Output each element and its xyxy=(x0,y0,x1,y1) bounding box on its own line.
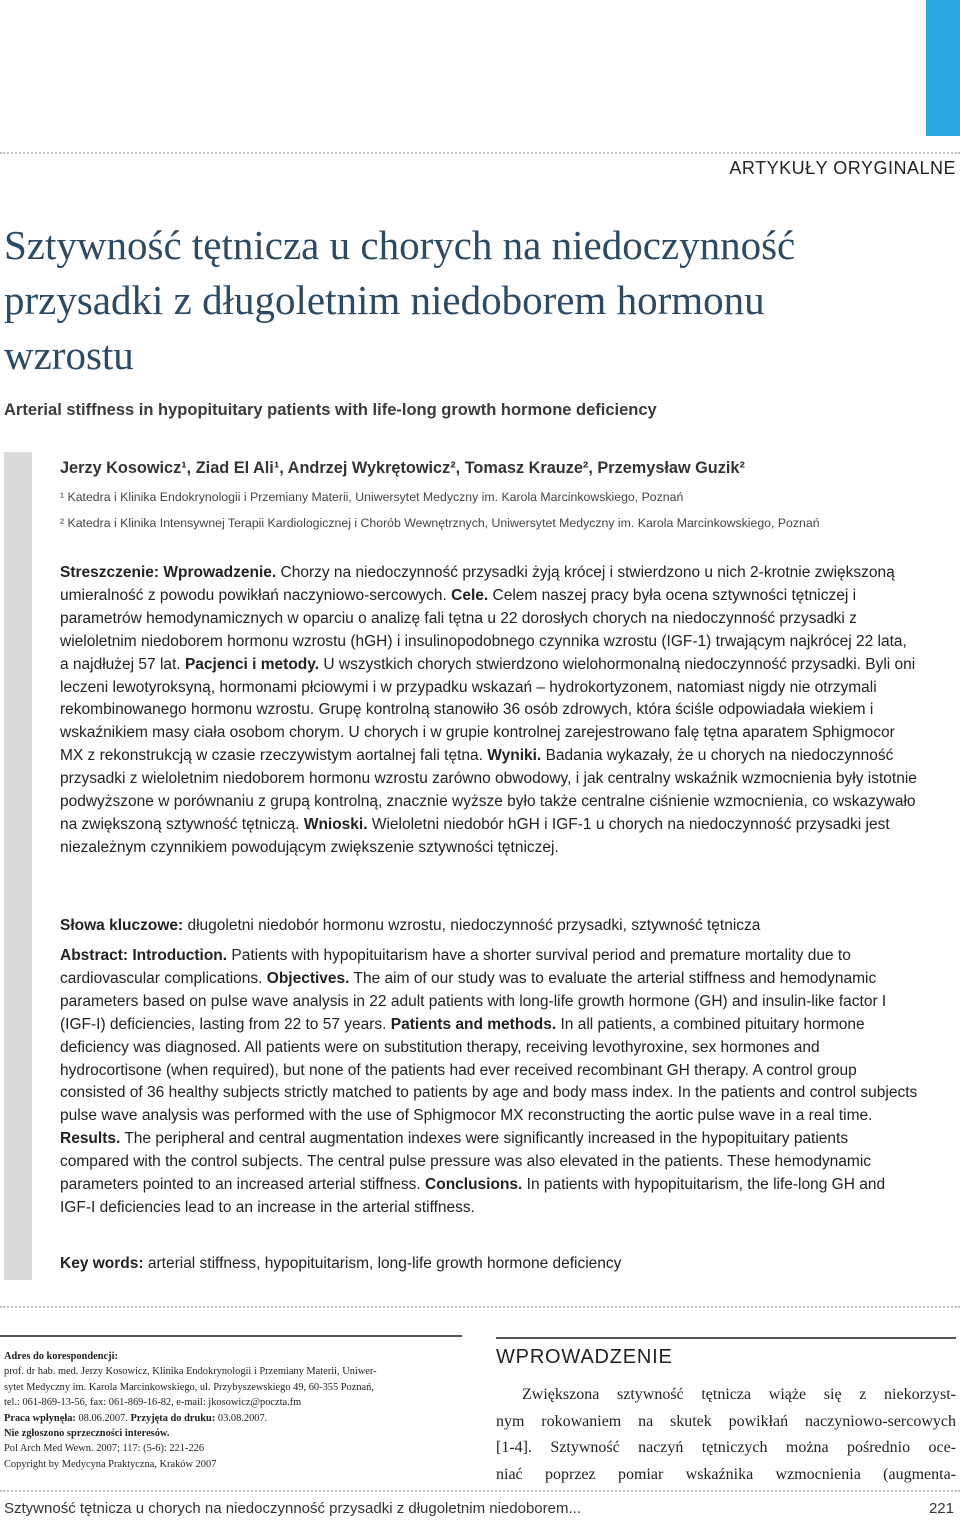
affiliation-2: ² Katedra i Klinika Intensywnej Terapii Kardiologicznej i Chorób Wewnętrznych, Uniwersytet Medyczny im. Karola Marcinkowskiego, Poznań xyxy=(60,516,820,530)
correspondence-box xyxy=(4,1349,466,1472)
abstract-en-conclusions-text: In patients with hypopituitarism, the life-long GH and IGF-I deficiencies lead to an increase in the arterial stiffness. xyxy=(60,1176,886,1216)
keywords-pl-text: długoletni niedobór hormonu wzrostu, niedoczynność przysadki, sztywność tętnicza xyxy=(187,917,761,934)
introduction-line: Zwiększona sztywność tętnicza wiąże się z niekorzyst- xyxy=(522,1386,956,1403)
introduction-line: niać poprzez pomiar wskaźnika wzmocnienia (augmenta- xyxy=(496,1465,956,1483)
author-list: Jerzy Kosowicz¹, Ziad El Ali¹, Andrzej Wykrętowicz², Tomasz Krauze², Przemysław Guzik² xyxy=(60,459,745,477)
copyright: Copyright by Medycyna Praktyczna, Kraków 2007 xyxy=(4,1458,217,1470)
abstract-pl xyxy=(60,562,918,860)
footer-divider xyxy=(0,1490,960,1492)
abstract-pl-conclusions-text: Wieloletni niedobór hGH i IGF-1 u chorych na niedoczynność przysadki jest niezależnym czynnikiem powodującym zwiększenie sztywności tętniczej. xyxy=(60,815,890,856)
top-divider xyxy=(0,152,960,154)
abstract-pl-heading: Streszczenie: xyxy=(60,564,160,581)
correspondence-line: tel.: 061-869-13-56, fax: 061-869-16-82, e-mail: jkosowicz@poczta.fm xyxy=(4,1397,302,1409)
abstract-en-aims-text: The aim of our study was to evaluate the arterial stiffness and hemodynamic parameters based on pulse wave analysis in 22 adult patients with long-life growth hormone (GH) and insulin-like factor I (IGF-I) deficiencies, lasting from 22 to 57 years. xyxy=(60,969,887,1033)
abstract-pl-methods-label: Pacjenci i metody. xyxy=(184,655,320,673)
introduction-rule xyxy=(496,1337,956,1339)
conflict-statement: Nie zgłoszono sprzeczności interesów. xyxy=(4,1428,170,1440)
keywords-en-label: Key words: xyxy=(60,1255,144,1272)
abstract-en xyxy=(60,945,918,1220)
accepted-label: Przyjęta do druku: xyxy=(130,1412,216,1424)
page-number: 221 xyxy=(928,1500,954,1517)
abstract-pl-intro-text: Chorzy na niedoczynność przysadki żyją krócej i stwierdzono u nich 2-krotnie zwiększoną umieralność z powodu powikłań naczyniowo-sercowych. xyxy=(60,564,895,604)
keywords-en xyxy=(60,1253,918,1275)
received-label: Praca wpłynęła: xyxy=(4,1412,76,1424)
abstract-en-methods-label: Patients and methods. xyxy=(390,1015,557,1033)
abstract-pl-results-label: Wyniki. xyxy=(487,747,542,765)
correspondence-line: sytet Medyczny im. Karola Marcinkowskiego, ul. Przybyszewskiego 49, 60-355 Poznań, xyxy=(4,1381,374,1393)
running-title: Sztywność tętnicza u chorych na niedoczynność przysadki z długoletnim niedoborem... xyxy=(4,1500,581,1517)
abstract-en-methods-text: In all patients, a combined pituitary hormone deficiency was diagnosed. All patients were on substitution therapy, receiving levothyroxine, sex hormones and hydrocortisone (when required), but none of the patients had ever received recombinant GH therapy. A control group consisted of 36 healthy subjects strictly matched to patients by age and body mass index. In the patients and control subjects pulse wave analysis was performed with the use of Sphigmocor MX reconstructing the aortic pulse wave in a real time. xyxy=(60,1015,918,1125)
abstract-side-bar xyxy=(4,452,32,1280)
affiliation-1: ¹ Katedra i Klinika Endokrynologii i Przemiany Materii, Uniwersytet Medyczny im. Karola Marcinkowskiego, Poznań xyxy=(60,490,684,504)
accepted-date: 03.08.2007. xyxy=(217,1412,268,1424)
keywords-en-text: arterial stiffness, hypopituitarism, long-life growth hormone deficiency xyxy=(147,1255,622,1272)
abstract-pl-aims-label: Cele. xyxy=(451,586,489,604)
abstract-en-results-text: The peripheral and central augmentation indexes were significantly increased in the hypopituitary patients compared with the control subjects. The central pulse pressure was also elevated in the patients. These hemodynamic parameters pointed to an increased arterial stiffness. xyxy=(60,1130,872,1194)
received-date: 08.06.2007. xyxy=(78,1412,128,1424)
abstract-en-conclusions-label: Conclusions. xyxy=(425,1176,523,1194)
abstract-bottom-divider xyxy=(0,1306,960,1308)
abstract-pl-conclusions-label: Wnioski. xyxy=(303,815,368,833)
abstract-en-intro-text: Patients with hypopituitarism have a shorter survival period and premature mortality due to cardiovascular complications. xyxy=(60,947,851,987)
correspondence-label: Adres do korespondencji: xyxy=(4,1351,118,1362)
corner-color-tab xyxy=(926,0,960,136)
abstract-en-aims-label: Objectives. xyxy=(266,969,350,987)
article-title-pl: Sztywność tętnicza u chorych na niedoczynność przysadki z długoletnim niedoborem hormonu wzrostu xyxy=(4,222,796,378)
abstract-pl-results-text: Badania wykazały, że u chorych na niedoczynność przysadki z wieloletnim niedoborem hormonu wzrostu zarówno obwodowy, i jak centralny wskaźnik wzmocnienia były istotnie podwyższone w porównaniu z grupą kontrolną, znacznie wyższe było także centralne ciśnienie wzmocnienia, co wskazywało na zwiększoną sztywność tętniczą. xyxy=(60,747,917,833)
keywords-pl xyxy=(60,915,918,937)
abstract-en-heading: Abstract: xyxy=(60,947,129,964)
introduction-heading: WPROWADZENIE xyxy=(496,1346,673,1368)
correspondence-line: prof. dr hab. med. Jerzy Kosowicz, Klinika Endokrynologii i Przemiany Materii, Uniwer- xyxy=(4,1366,377,1378)
keywords-pl-label: Słowa kluczowe: xyxy=(60,917,184,934)
abstract-pl-methods-text: U wszystkich chorych stwierdzono wielohormonalną niedoczynność przysadki. Byli oni leczeni lewotyroksyną, hormonami płciowymi i w przypadku wskazań – hydrokortyzonem, natomiast nigdy nie otrzymali rekombinowanego hormonu wzrostu. Grupę kontrolną stanowiło 36 osób zdrowych, która ściśle odpowiadała wiekiem i wskaźnikiem masy ciała osobom chorym. U chorych i w grupie kontrolnej zarejestrowano falę tętna aparatem Sphigmocor MX z rekonstrukcją w czasie rzeczywistym aortalnej fali tętna. xyxy=(60,655,916,765)
introduction-line: nym rokowaniem na skutek powikłań naczyniowo-sercowych xyxy=(496,1412,956,1430)
abstract-pl-aims-text: Celem naszej pracy była ocena sztywności tętniczej i parametrów hemodynamicznych w oparciu o analizę fali tętna u 22 dorosłych chorych na niedoczynność przysadki z wieloletnim niedoborem hormonu wzrostu (hGH) i insulinopodobnego czynnika wzrostu (IGF-1) trwającym najkrócej 22 lata, a najdłużej 57 lat. xyxy=(60,586,907,673)
section-label: ARTYKUŁY ORYGINALNE xyxy=(729,158,956,178)
received-accepted-line xyxy=(4,1411,466,1426)
correspondence-rule xyxy=(0,1335,462,1337)
introduction-text xyxy=(496,1382,956,1488)
abstract-pl-intro-label: Wprowadzenie. xyxy=(163,564,277,581)
citation: Pol Arch Med Wewn. 2007; 117: (5-6): 221-226 xyxy=(4,1443,205,1455)
article-title-en: Arterial stiffness in hypopituitary patients with life-long growth hormone deficiency xyxy=(4,401,657,419)
abstract-en-results-label: Results. xyxy=(60,1130,121,1148)
introduction-line: [1-4]. Sztywność naczyń tętniczych można pośrednio oce- xyxy=(496,1439,956,1456)
abstract-en-intro-label: Introduction. xyxy=(132,947,228,964)
